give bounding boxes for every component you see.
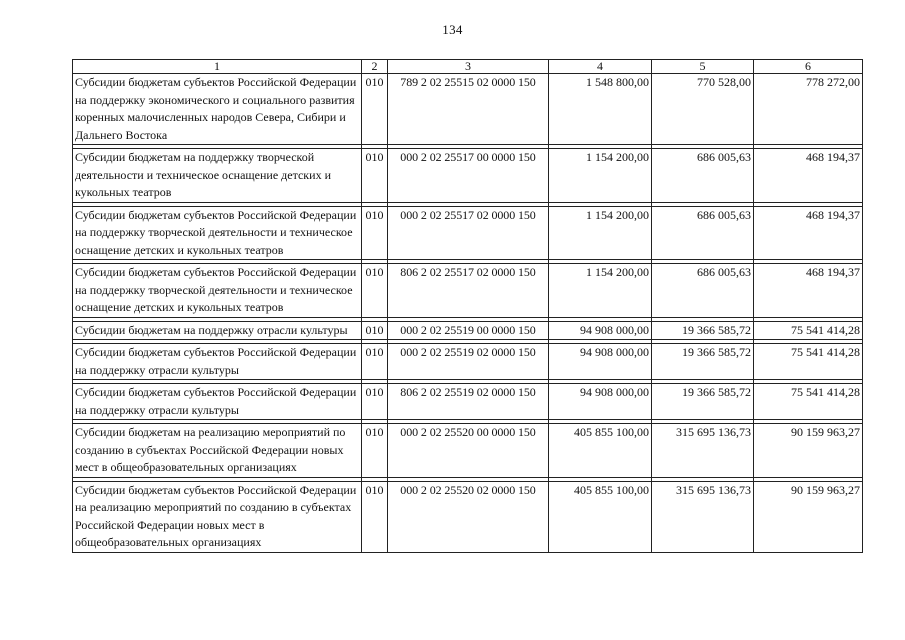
row-executed-amount: 19 366 585,72 [652, 321, 754, 340]
row-remaining-amount: 468 194,37 [754, 206, 863, 260]
row-remaining-amount: 90 159 963,27 [754, 481, 863, 552]
row-remaining-amount: 90 159 963,27 [754, 424, 863, 478]
row-planned-amount: 1 154 200,00 [549, 149, 652, 203]
row-executed-amount: 315 695 136,73 [652, 481, 754, 552]
row-line-code: 010 [362, 149, 388, 203]
table-row [73, 424, 863, 478]
row-executed-amount: 686 005,63 [652, 149, 754, 203]
table-row [73, 74, 863, 145]
row-planned-amount: 1 154 200,00 [549, 264, 652, 318]
row-planned-amount: 1 154 200,00 [549, 206, 652, 260]
table-row [73, 206, 863, 260]
row-planned-amount: 94 908 000,00 [549, 321, 652, 340]
row-name: Субсидии бюджетам субъектов Российской Федерации на поддержку творческой деятельности и техническое оснащение детских и кукольных театров [73, 264, 362, 318]
row-name: Субсидии бюджетам субъектов Российской Федерации на реализацию мероприятий по созданию в субъектах Российской Федерации новых мест в общеобразовательных организациях [73, 481, 362, 552]
column-header-6: 6 [754, 60, 863, 74]
row-executed-amount: 686 005,63 [652, 206, 754, 260]
table-row [73, 264, 863, 318]
column-header-5: 5 [652, 60, 754, 74]
row-budget-code: 789 2 02 25515 02 0000 150 [388, 74, 549, 145]
row-executed-amount: 770 528,00 [652, 74, 754, 145]
column-header-3: 3 [388, 60, 549, 74]
table-row [73, 321, 863, 340]
row-remaining-amount: 468 194,37 [754, 149, 863, 203]
row-budget-code: 000 2 02 25519 02 0000 150 [388, 344, 549, 380]
row-line-code: 010 [362, 481, 388, 552]
table-row [73, 384, 863, 420]
row-executed-amount: 19 366 585,72 [652, 384, 754, 420]
row-name: Субсидии бюджетам субъектов Российской Федерации на поддержку экономического и социального развития коренных малочисленных народов Севера, Сибири и Дальнего Востока [73, 74, 362, 145]
row-line-code: 010 [362, 321, 388, 340]
row-executed-amount: 315 695 136,73 [652, 424, 754, 478]
row-budget-code: 806 2 02 25519 02 0000 150 [388, 384, 549, 420]
row-remaining-amount: 75 541 414,28 [754, 344, 863, 380]
header-row [73, 60, 863, 74]
row-budget-code: 000 2 02 25519 00 0000 150 [388, 321, 549, 340]
row-line-code: 010 [362, 344, 388, 380]
page-number: 134 [442, 22, 463, 37]
budget-table [72, 59, 863, 553]
table-row [73, 344, 863, 380]
row-name: Субсидии бюджетам на поддержку творческой деятельности и техническое оснащение детских и кукольных театров [73, 149, 362, 203]
row-planned-amount: 94 908 000,00 [549, 384, 652, 420]
row-line-code: 010 [362, 384, 388, 420]
table-row [73, 481, 863, 552]
table-body [73, 74, 863, 553]
column-header-2: 2 [362, 60, 388, 74]
row-name: Субсидии бюджетам субъектов Российской Федерации на поддержку отрасли культуры [73, 344, 362, 380]
column-header-1: 1 [73, 60, 362, 74]
row-line-code: 010 [362, 424, 388, 478]
column-header-4: 4 [549, 60, 652, 74]
row-name: Субсидии бюджетам субъектов Российской Федерации на поддержку отрасли культуры [73, 384, 362, 420]
row-budget-code: 000 2 02 25517 00 0000 150 [388, 149, 549, 203]
row-planned-amount: 94 908 000,00 [549, 344, 652, 380]
row-remaining-amount: 75 541 414,28 [754, 384, 863, 420]
row-planned-amount: 405 855 100,00 [549, 481, 652, 552]
row-planned-amount: 405 855 100,00 [549, 424, 652, 478]
row-name: Субсидии бюджетам субъектов Российской Федерации на поддержку творческой деятельности и техническое оснащение детских и кукольных театров [73, 206, 362, 260]
row-remaining-amount: 75 541 414,28 [754, 321, 863, 340]
row-planned-amount: 1 548 800,00 [549, 74, 652, 145]
row-remaining-amount: 778 272,00 [754, 74, 863, 145]
row-remaining-amount: 468 194,37 [754, 264, 863, 318]
row-line-code: 010 [362, 206, 388, 260]
row-budget-code: 806 2 02 25517 02 0000 150 [388, 264, 549, 318]
row-line-code: 010 [362, 74, 388, 145]
row-budget-code: 000 2 02 25520 00 0000 150 [388, 424, 549, 478]
row-line-code: 010 [362, 264, 388, 318]
row-executed-amount: 686 005,63 [652, 264, 754, 318]
row-executed-amount: 19 366 585,72 [652, 344, 754, 380]
row-name: Субсидии бюджетам на поддержку отрасли культуры [73, 321, 362, 340]
row-budget-code: 000 2 02 25520 02 0000 150 [388, 481, 549, 552]
table-row [73, 149, 863, 203]
row-budget-code: 000 2 02 25517 02 0000 150 [388, 206, 549, 260]
row-name: Субсидии бюджетам на реализацию мероприятий по созданию в субъектах Российской Федерации новых мест в общеобразовательных организациях [73, 424, 362, 478]
